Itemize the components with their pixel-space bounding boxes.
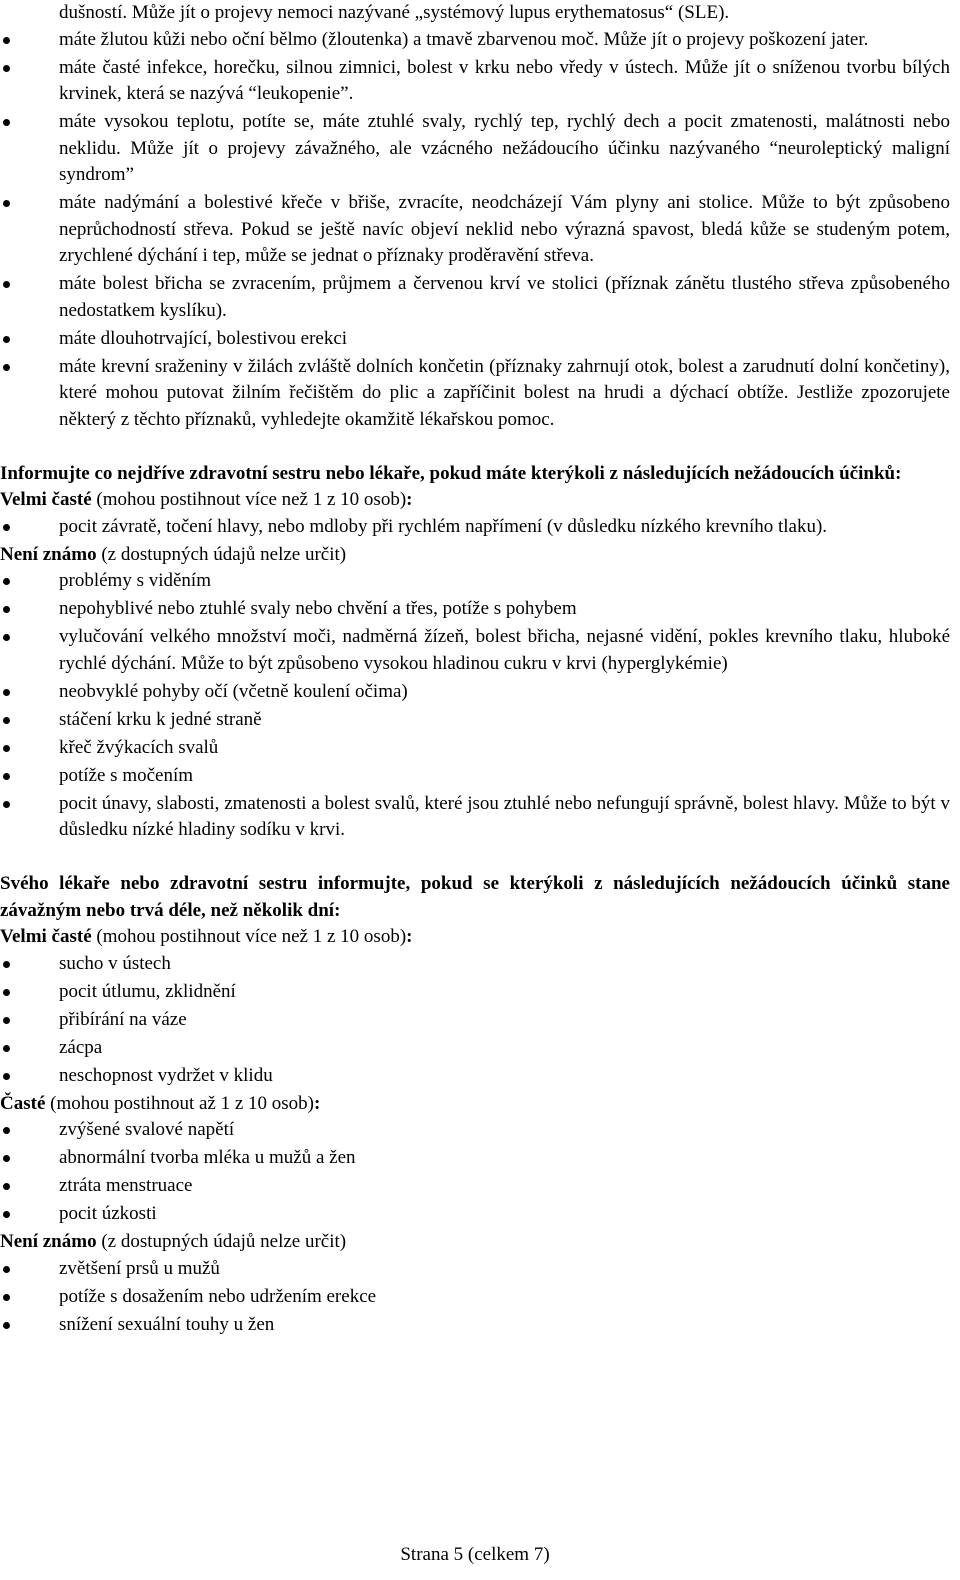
effects-list — [0, 1256, 950, 1339]
list-item: máte bolest břicha se zvracením, průjmem a červenou krví ve stolici (příznak zánětu tlustého střeva způsobeného nedostatkem kyslíku). — [0, 271, 950, 324]
frequency-label-rest: (z dostupných údajů nelze určit) — [96, 1231, 347, 1252]
list-item: pocit únavy, slabosti, zmatenosti a bolest svalů, které jsou ztuhlé nebo nefungují správně, bolest hlavy. Může to být v důsledku nízké hladiny sodíku v krvi. — [0, 791, 950, 844]
section-heading: Svého lékaře nebo zdravotní sestru informujte, pokud se kterýkoli z následujících nežádoucích účinků stane závažným nebo trvá déle, než několik dní: — [0, 873, 950, 921]
section-inform-if-persistent — [0, 871, 950, 1338]
list-item: máte vysokou teplotu, potíte se, máte ztuhlé svaly, rychlý tep, rychlý dech a pocit zmatenosti, malátnosti nebo neklidu. Může jít o projevy závažného, ale vzácného nežádoucího účinku nazývaného “neuroleptický maligní syndrom” — [0, 109, 950, 189]
list-item: snížení sexuální touhy u žen — [0, 1312, 950, 1339]
frequency-label-bold: Velmi časté — [0, 926, 92, 947]
frequency-label — [0, 1091, 950, 1118]
list-item: máte nadýmání a bolestivé křeče v břiše, zvracíte, neodcházejí Vám plyny ani stolice. Může to být způsobeno neprůchodností střeva. Pokud se ještě navíc objeví neklid nebo výrazná spavost, bledá kůže se studeným potem, zrychlené dýchání i tep, může se jednat o příznaky proděravění střeva. — [0, 190, 950, 270]
frequency-label — [0, 487, 950, 514]
frequency-label — [0, 1229, 950, 1256]
frequency-label-rest: (mohou postihnout více než 1 z 10 osob) — [91, 489, 407, 510]
list-item: pocit závratě, točení hlavy, nebo mdloby při rychlém napřímení (v důsledku nízkého krevního tlaku). — [0, 514, 950, 541]
frequency-label-bold: Velmi časté — [0, 489, 92, 510]
list-item: zácpa — [0, 1035, 950, 1062]
effects-list — [0, 568, 950, 844]
frequency-label — [0, 542, 950, 569]
list-item: vylučování velkého množství moči, nadměrná žízeň, bolest břicha, nejasné vidění, pokles krevního tlaku, hluboké rychlé dýchání. Může to být způsobeno vysokou hladinou cukru v krvi (hyperglykémie) — [0, 624, 950, 677]
frequency-label-bold: Není známo — [0, 543, 97, 565]
frequency-label — [0, 924, 950, 951]
list-item: stáčení krku k jedné straně — [0, 707, 950, 734]
list-item: nepohyblivé nebo ztuhlé svaly nebo chvění a třes, potíže s pohybem — [0, 596, 950, 623]
list-item: abnormální tvorba mléka u mužů a žen — [0, 1145, 950, 1172]
frequency-label-rest: (mohou postihnout až 1 z 10 osob) — [45, 1092, 314, 1114]
frequency-label-bold: Není známo — [0, 1231, 97, 1252]
list-item: máte žlutou kůži nebo oční bělmo (žloutenka) a tmavě zbarvenou moč. Může jít o projevy poškození jater. — [0, 27, 950, 54]
frequency-label-rest: (mohou postihnout více než 1 z 10 osob) — [91, 926, 407, 947]
spacer — [0, 845, 950, 871]
section-heading: Informujte co nejdříve zdravotní sestru nebo lékaře, pokud máte kterýkoli z následujících nežádoucích účinků: — [0, 462, 902, 484]
list-item: máte krevní sraženiny v žilách zvláště dolních končetin (příznaky zahrnují otok, bolest a zarudnutí dolní končetiny), které mohou putovat žilním řečištěm do plic a zapříčinit bolest na hrudi a dýchací obtíže. Jestliže zpozorujete některý z těchto příznaků, vyhledejte okamžitě lékařskou pomoc. — [0, 354, 950, 434]
frequency-label-rest: (z dostupných údajů nelze určit) — [96, 543, 347, 565]
list-item: neobvyklé pohyby očí (včetně koulení očima) — [0, 679, 950, 706]
list-item: problémy s viděním — [0, 568, 950, 595]
page-number-footer: Strana 5 (celkem 7) — [400, 1544, 550, 1565]
list-item: zvětšení prsů u mužů — [0, 1256, 950, 1283]
list-item: pocit úzkosti — [0, 1201, 950, 1228]
effects-list — [0, 514, 950, 541]
list-item: zvýšené svalové napětí — [0, 1117, 950, 1144]
frequency-label-colon: : — [406, 489, 413, 510]
list-item: máte dlouhotrvající, bolestivou erekci — [0, 326, 950, 353]
section-inform-soon — [0, 461, 950, 844]
serious-effects-list — [0, 27, 950, 434]
list-item: máte časté infekce, horečku, silnou zimnici, bolest v krku nebo vředy v ústech. Může jít o sníženou tvorbu bílých krvinek, která se nazývá “leukopenie”. — [0, 55, 950, 108]
continuation-text: dušností. Může jít o projevy nemoci nazývané „systémový lupus erythematosus“ (SLE). — [59, 2, 730, 23]
frequency-label-bold: Časté — [0, 1092, 46, 1114]
effects-list — [0, 1117, 950, 1228]
list-item: potíže s močením — [0, 763, 950, 790]
list-item: neschopnost vydržet v klidu — [0, 1063, 950, 1090]
effects-list — [0, 951, 950, 1090]
list-item: ztráta menstruace — [0, 1173, 950, 1200]
list-item: křeč žvýkacích svalů — [0, 735, 950, 762]
list-item: sucho v ústech — [0, 951, 950, 978]
frequency-label-colon: : — [406, 926, 413, 947]
list-item: přibírání na váze — [0, 1007, 950, 1034]
list-item: potíže s dosažením nebo udržením erekce — [0, 1284, 950, 1311]
list-item: pocit útlumu, zklidnění — [0, 979, 950, 1006]
frequency-label-colon: : — [314, 1092, 321, 1114]
spacer — [0, 435, 950, 461]
